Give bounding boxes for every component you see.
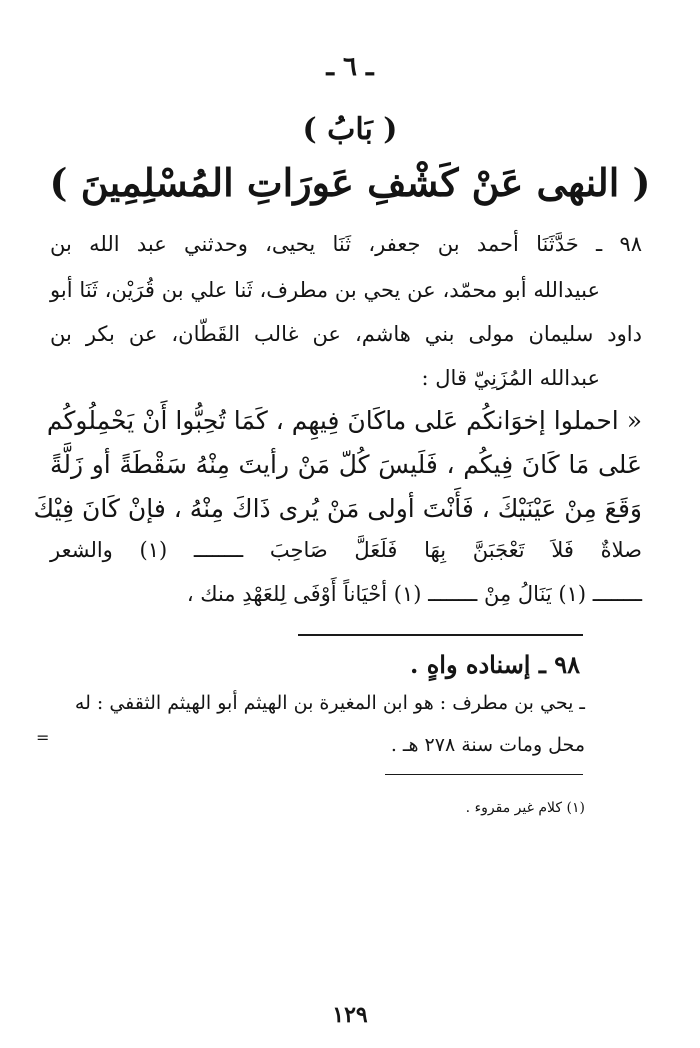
chapter-title: ( النهى عَنْ كَشْفِ عَورَاتِ المُسْلِمِينَ )	[49, 160, 651, 205]
footnote-divider	[385, 774, 583, 775]
continuation-mark: =	[36, 728, 50, 747]
chapter-label: ( بَابُ )	[302, 112, 398, 147]
takhrij-line: محل ومات سنة ٢٧٨ هـ .	[390, 734, 585, 756]
takhrij-heading: ٩٨ ـ إسناده واهٍ .	[409, 650, 580, 679]
page-marker: ـ ٦ ـ	[326, 52, 374, 82]
quote-line: صلاةٌ فَلاَ تَعْجَبَنَّ بِهَا فَلَعَلَّ صَاحِبَ ــــــــ (١) والشعر	[50, 538, 642, 562]
page-number: ١٢٩	[332, 1002, 368, 1028]
quote-line: وَقَعَ مِنْ عَيْنَيْكَ ، فَأَنْتَ أولى مَنْ يُرى ذَاكَ مِنْهُ ، فإنْ كَانَ فِيْكَ	[33, 494, 642, 523]
quote-line: ــــــــ (١) يَنَالُ مِنْ ــــــــ (١) أحْيَاناً أَوْفَى لِلعَهْدِ منك ،	[186, 582, 642, 606]
hadith-line: داود سليمان مولى بني هاشم، عن غالب القَطّان، عن بكر بن	[50, 322, 642, 346]
quote-line: عَلى مَا كَانَ فِيكُم ، فَلَيسَ كُلّ مَنْ رأيتَ مِنْهُ سَقْطَةً أو زَلَّةً	[50, 450, 642, 479]
section-divider	[298, 634, 583, 636]
hadith-line: عبيدالله أبو محمّد، عن يحي بن مطرف، ثَنا علي بن قُرَيْن، ثَنَا أبو	[50, 278, 600, 302]
hadith-line: ٩٨ ـ حَدَّثَنَا أحمد بن جعفر، ثَنَا يحيى، وحدثني عبد الله بن	[50, 232, 642, 256]
quote-line: « احملوا إخوَانكُم عَلى ماكَانَ فِيهِم ، كَمَا تُحِبُّوا أَنْ يَحْمِلُوكُم	[46, 406, 642, 435]
footnote: (١) كلام غير مقروء .	[465, 800, 585, 816]
hadith-line: عبدالله المُزَنِيّ قال :	[421, 366, 600, 390]
takhrij-line: ـ يحي بن مطرف : هو ابن المغيرة بن الهيثم أبو الهيثم الثقفي : له	[74, 692, 585, 714]
